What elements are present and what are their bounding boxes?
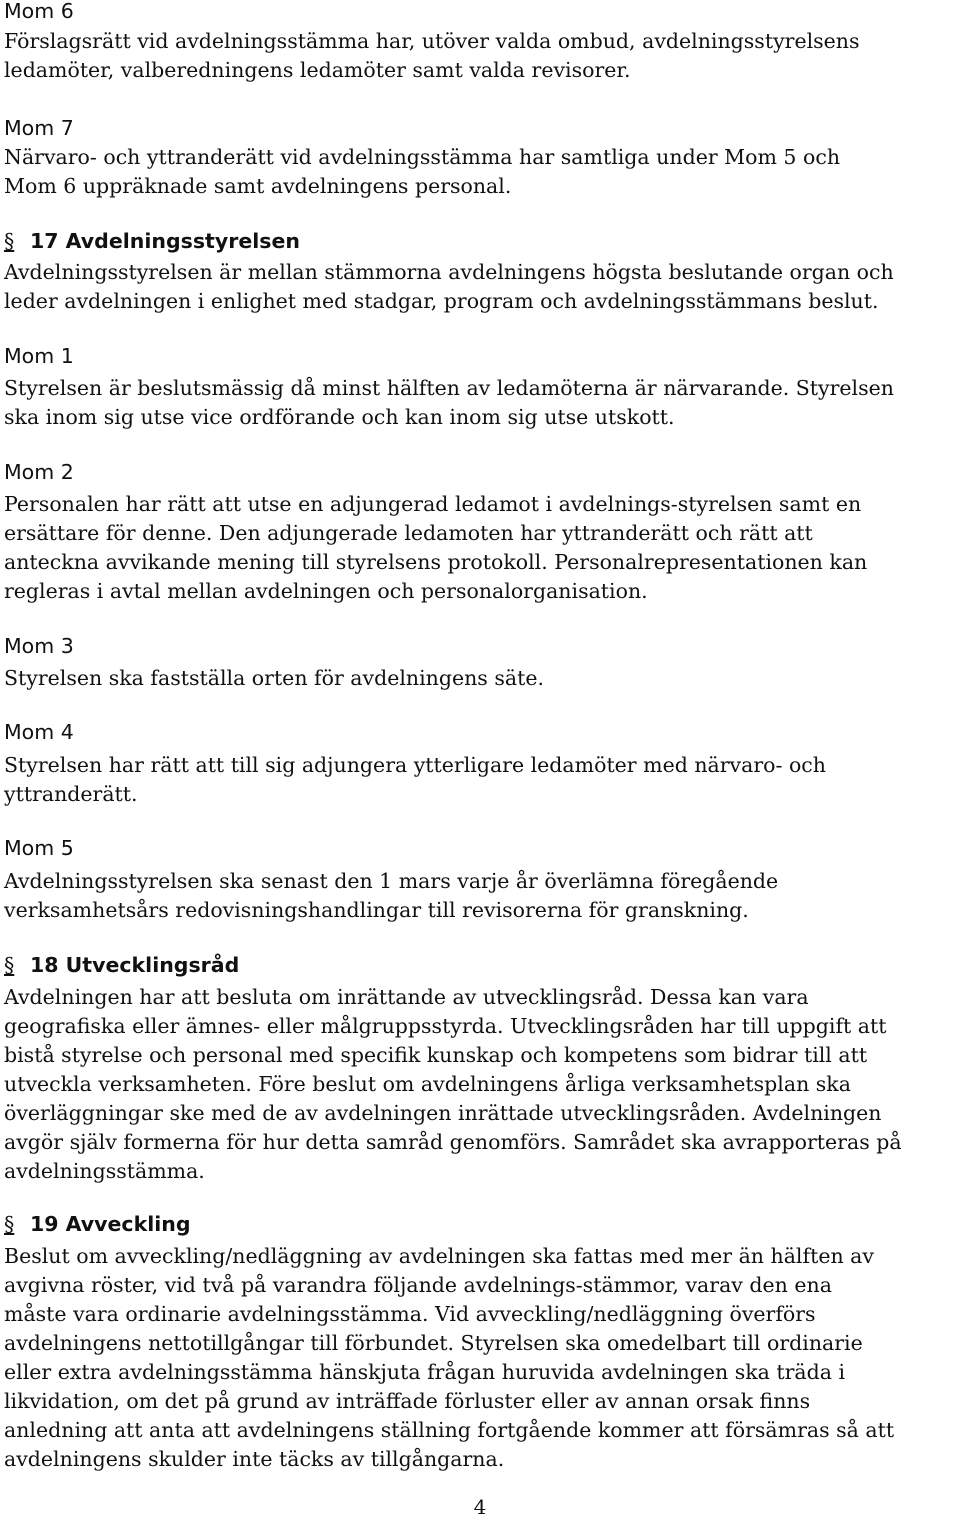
text-line: Förslagsrätt vid avdelningsstämma har, utöver valda ombud, avdelningsstyrelsens <box>4 29 860 53</box>
text-line: avdelningens skulder inte täcks av tillgångarna. <box>4 1447 505 1471</box>
text-line: avgör själv formerna för hur detta samråd genomförs. Samrådet ska avrapporteras på <box>4 1130 902 1154</box>
text-line: Avdelningsstyrelsen ska senast den 1 mars varje år överlämna föregående <box>4 869 779 893</box>
text-line: verksamhetsårs redovisningshandlingar till revisorerna för granskning. <box>4 898 749 922</box>
section-17-title: 17 Avdelningsstyrelsen <box>30 229 300 253</box>
section-19-title: 19 Avveckling <box>30 1212 191 1236</box>
mom-7-paragraph <box>4 143 960 201</box>
section-sign-icon: § <box>4 953 15 977</box>
text-line: Närvaro- och yttranderätt vid avdelningsstämma har samtliga under Mom 5 och <box>4 145 841 169</box>
text-line: geografiska eller ämnes- eller målgruppsstyrda. Utvecklingsråden har till uppgift att <box>4 1014 887 1038</box>
mom-2-paragraph <box>4 490 960 606</box>
section-19-paragraph <box>4 1242 960 1474</box>
text-line: ledamöter, valberedningens ledamöter samt valda revisorer. <box>4 58 631 82</box>
mom-4-label: Mom 4 <box>4 720 74 744</box>
page-number: 4 <box>473 1495 487 1519</box>
text-line: anledning att anta att avdelningens ställning fortgående kommer att försämras så att <box>4 1418 895 1442</box>
mom-3-label: Mom 3 <box>4 634 74 658</box>
section-17-paragraph <box>4 258 960 316</box>
text-line: Avdelningen har att besluta om inrättande av utvecklingsråd. Dessa kan vara <box>4 985 809 1009</box>
text-line: likvidation, om det på grund av inträffade förluster eller av annan orsak finns <box>4 1389 811 1413</box>
text-line: Beslut om avveckling/nedläggning av avdelningen ska fattas med mer än hälften av <box>4 1244 874 1268</box>
text-line: eller extra avdelningsstämma hänskjuta frågan huruvida avdelningen ska träda i <box>4 1360 846 1384</box>
text-line: Styrelsen ska fastställa orten för avdelningens säte. <box>4 666 544 690</box>
section-18-paragraph <box>4 983 960 1186</box>
text-line: regleras i avtal mellan avdelningen och personalorganisation. <box>4 579 648 603</box>
text-line: Avdelningsstyrelsen är mellan stämmorna avdelningens högsta beslutande organ och <box>4 260 894 284</box>
section-19-heading <box>4 1210 960 1239</box>
mom-5-label: Mom 5 <box>4 836 74 860</box>
section-sign-icon: § <box>4 1212 15 1236</box>
section-18-heading <box>4 951 960 980</box>
text-line: Personalen har rätt att utse en adjungerad ledamot i avdelnings-styrelsen samt en <box>4 492 862 516</box>
text-line: måste vara ordinarie avdelningsstämma. Vid avveckling/nedläggning överförs <box>4 1302 816 1326</box>
text-line: avgivna röster, vid två på varandra följande avdelnings-stämmor, varav den ena <box>4 1273 832 1297</box>
mom-4-paragraph <box>4 751 960 809</box>
text-line: bistå styrelse och personal med specifik kunskap och kompetens som bidrar till att <box>4 1043 868 1067</box>
mom-6-paragraph <box>4 27 960 85</box>
section-17-heading <box>4 227 960 256</box>
mom-2-label: Mom 2 <box>4 460 74 484</box>
section-sign-icon: § <box>4 229 15 253</box>
mom-7-label: Mom 7 <box>4 116 74 140</box>
text-line: yttranderätt. <box>4 782 138 806</box>
mom-5-paragraph <box>4 867 960 925</box>
text-line: ersättare för denne. Den adjungerade ledamoten har yttranderätt och rätt att <box>4 521 813 545</box>
mom-6-label: Mom 6 <box>4 0 74 23</box>
mom-1-label: Mom 1 <box>4 344 74 368</box>
text-line: ska inom sig utse vice ordförande och kan inom sig utse utskott. <box>4 405 675 429</box>
text-line: överläggningar ske med de av avdelningen inrättade utvecklingsråden. Avdelningen <box>4 1101 882 1125</box>
text-line: leder avdelningen i enlighet med stadgar, program och avdelningsstämmans beslut. <box>4 289 879 313</box>
mom-1-paragraph <box>4 374 960 432</box>
text-line: avdelningsstämma. <box>4 1159 205 1183</box>
text-line: Styrelsen har rätt att till sig adjungera ytterligare ledamöter med närvaro- och <box>4 753 826 777</box>
text-line: utveckla verksamheten. Före beslut om avdelningens årliga verksamhetsplan ska <box>4 1072 851 1096</box>
text-line: anteckna avvikande mening till styrelsens protokoll. Personalrepresentationen kan <box>4 550 868 574</box>
text-line: Styrelsen är beslutsmässig då minst hälften av ledamöterna är närvarande. Styrelsen <box>4 376 894 400</box>
section-18-title: 18 Utvecklingsråd <box>30 953 240 977</box>
text-line: avdelningens nettotillgångar till förbundet. Styrelsen ska omedelbart till ordinarie <box>4 1331 863 1355</box>
mom-3-paragraph <box>4 664 960 693</box>
text-line: Mom 6 uppräknade samt avdelningens personal. <box>4 174 512 198</box>
